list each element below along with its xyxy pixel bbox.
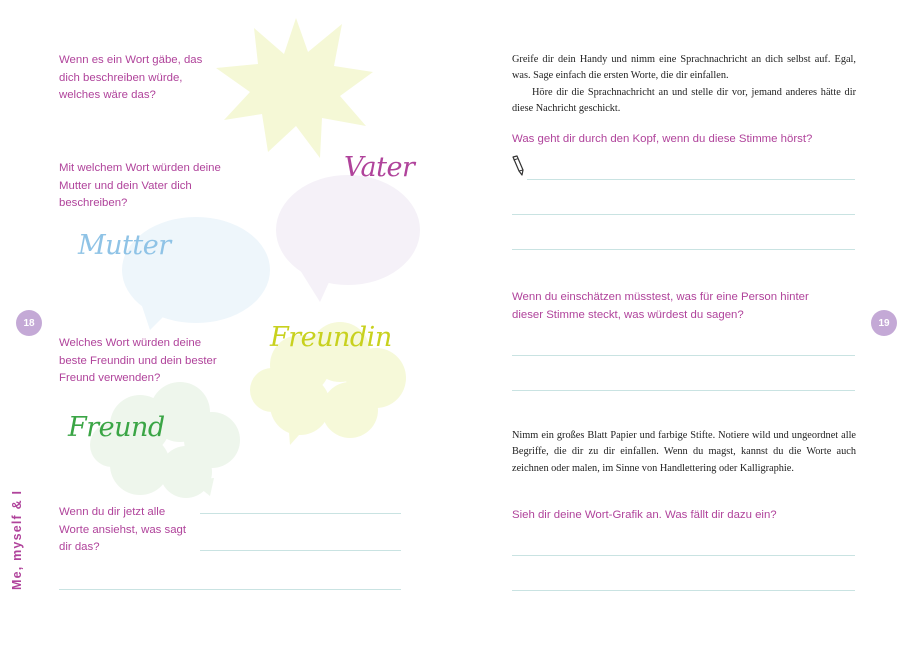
speech-bubble-vater <box>276 175 420 302</box>
answer-line[interactable] <box>512 390 855 391</box>
intro-paragraph-3: Nimm ein großes Blatt Papier und farbige Stifte. Notiere wild und ungeordnet alle Begriffe, die dir zu dir einfallen. Wenn du magst, kannst du die Worte auch zeichnen oder malen, im Sinne von Handlettering oder Kalligraphie. <box>512 430 856 474</box>
question-friends-word: Welches Wort würden deine beste Freundin und dein bester Freund verwenden? <box>59 337 217 384</box>
intro-paragraph-2: Höre dir die Sprachnachricht an und stelle dir vor, jemand anderes hätte dir diese Nachricht geschickt. <box>512 87 856 115</box>
question-word-graphic: Sieh dir deine Wort-Grafik an. Was fällt dir dazu ein? <box>512 509 777 521</box>
page-number-right: 19 <box>871 310 897 336</box>
intro-paragraph-1: Greife dir dein Handy und nimm eine Sprachnachricht an dich selbst auf. Egal, was. Sage einfach die ersten Worte, die dir einfallen. <box>512 54 856 82</box>
question-one-word: Wenn es ein Wort gäbe, das dich beschreiben würde, welches wäre das? <box>59 54 203 101</box>
side-label: Me, myself & I <box>10 489 24 590</box>
question-voice-thoughts: Was geht dir durch den Kopf, wenn du diese Stimme hörst? <box>512 133 813 145</box>
answer-line[interactable] <box>512 555 855 556</box>
answer-line[interactable] <box>200 550 401 551</box>
question-all-words: Wenn du dir jetzt alle Worte ansiehst, was sagt dir das? <box>59 506 187 553</box>
pencil-icon <box>511 155 525 177</box>
answer-line[interactable] <box>527 179 855 180</box>
word-freund: Freund <box>68 412 165 443</box>
page-number-left: 18 <box>16 310 42 336</box>
word-vater: Vater <box>344 152 415 183</box>
answer-line[interactable] <box>512 249 855 250</box>
question-voice-person: Wenn du einschätzen müsstest, was für eine Person hinter dieser Stimme steckt, was würdest du sagen? <box>512 291 809 321</box>
answer-line[interactable] <box>512 214 855 215</box>
word-freundin: Freundin <box>270 322 392 353</box>
starburst-shape <box>216 18 373 158</box>
answer-line[interactable] <box>512 590 855 591</box>
question-parents-word: Mit welchem Wort würden deine Mutter und dein Vater dich beschreiben? <box>59 162 221 209</box>
answer-line[interactable] <box>200 513 401 514</box>
answer-line[interactable] <box>59 589 401 590</box>
answer-line[interactable] <box>512 355 855 356</box>
word-mutter: Mutter <box>78 230 171 261</box>
